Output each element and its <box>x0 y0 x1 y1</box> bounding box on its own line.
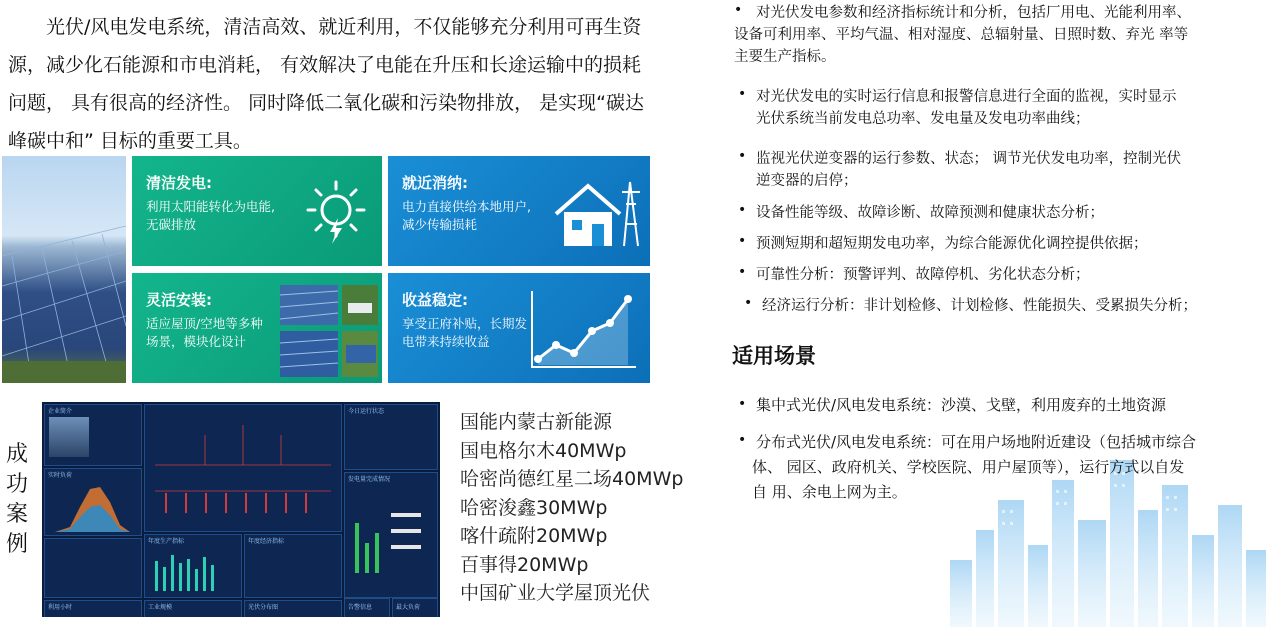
dash-panel-title: 最大负荷 <box>396 604 421 611</box>
dash-panel-title: 实时负荷 <box>48 472 73 479</box>
scenes-heading: 适用场景 <box>732 344 816 368</box>
dash-panel-title: 发电量完成情况 <box>348 476 391 483</box>
case-item: 国电格尔木40MWp <box>460 439 627 462</box>
house-tower-icon <box>548 174 648 254</box>
case-list <box>460 408 683 608</box>
tile-flexible-install <box>132 273 382 383</box>
bullet-icon: • <box>738 233 747 249</box>
case-item: 哈密浚鑫30MWp <box>460 496 608 519</box>
dash-thumb <box>49 417 89 457</box>
tile-desc <box>402 315 527 351</box>
tile-local-consumption <box>388 156 650 266</box>
case-item: 百事得20MWp <box>460 553 589 576</box>
dash-panel-diagram <box>144 404 342 532</box>
dash-panel-stats <box>44 538 142 598</box>
bullet-icon: • <box>738 148 747 164</box>
solar-farm-image <box>2 156 126 383</box>
function-item-7: 经济运行分析：非计划检修、计划检修、性能损失、受累损失分析； <box>762 298 1197 314</box>
scene-line: 自 用、余电上网为主。 <box>752 483 907 501</box>
function-item-5: 预测短期和超短期发电功率，为综合能源优化调控提供依据； <box>756 236 1148 252</box>
tile-desc-line: 利用太阳能转化为电能, <box>146 199 275 214</box>
dash-panel-title: 告警信息 <box>348 604 373 611</box>
function-item-6: 可靠性分析：预警评判、故障停机、劣化状态分析； <box>756 267 1090 283</box>
dash-gen-bars <box>345 483 437 593</box>
intro-paragraph: 光伏/风电发电系统，清洁高效、就近利用，不仅能够充分利用可再生资源，减少化石能源和市电消耗， 有效解决了电能在升压和长途运输中的损耗问题， 具有很高的经济性。 同时降低二氧化碳和污染物排放， 是实现“碳达峰碳中和” 目标的重要工具。 <box>8 16 644 152</box>
tile-desc <box>402 198 531 234</box>
dash-year-bars <box>145 541 241 597</box>
dash-panel-title: 利用小时 <box>48 604 73 611</box>
tile-desc-line: 电带来持续收益 <box>402 334 490 349</box>
dash-panel-realtime <box>44 468 142 536</box>
scene-line: 体、 园区、政府机关、学校医院、用户屋顶等），运行方式以自发 <box>752 458 1185 476</box>
solar-panels-graphic <box>2 156 126 383</box>
tile-title: 收益稳定: <box>402 291 468 309</box>
bullet-icon: • <box>734 2 743 18</box>
dash-panel-econ <box>244 534 342 598</box>
dash-panel-year <box>144 534 242 598</box>
tile-title: 灵活安装: <box>146 291 212 309</box>
bullet-icon: • <box>738 432 747 448</box>
tile-title: 清洁发电: <box>146 174 212 192</box>
case-item: 中国矿业大学屋顶光伏 <box>460 582 651 604</box>
dash-panel-title: 企业简介 <box>48 408 73 415</box>
trend-line-icon <box>528 287 640 371</box>
scene-line: 分布式光伏/风电发电系统：可在用户场地附近建设（包括城市综合 <box>756 433 1197 451</box>
bullet-icon: • <box>738 264 747 280</box>
bullet-icon: • <box>744 295 753 311</box>
tile-title: 就近消纳: <box>402 174 468 192</box>
tile-stable-income <box>388 273 650 383</box>
tile-desc-line: 场景，模块化设计 <box>146 334 247 349</box>
panels-photo-icon <box>280 285 378 377</box>
tile-desc-line: 无碳排放 <box>146 217 197 232</box>
function-line: 光伏系统当前发电总功率、发电量及发电功率曲线； <box>756 111 1090 127</box>
sun-bolt-icon <box>300 176 372 248</box>
tile-desc <box>146 198 275 234</box>
dash-panel-gen <box>344 472 438 598</box>
case-item: 喀什疏附20MWp <box>460 525 608 547</box>
dashboard-screenshot <box>42 402 440 617</box>
function-line: 监视光伏逆变器的运行参数、状态； 调节光伏发电功率，控制光伏 <box>756 151 1182 167</box>
dash-panel-title: 工业规模 <box>148 604 173 611</box>
function-item-1 <box>734 2 1191 68</box>
function-line: 逆变器的启停； <box>756 173 858 189</box>
tile-desc-line: 享受正府补贴，长期发 <box>402 316 528 331</box>
bullet-icon: • <box>738 396 747 412</box>
dash-panel-title: 年度经济指标 <box>248 538 285 545</box>
scene-item-2 <box>752 430 1196 505</box>
function-line: 对光伏发电的实时运行信息和报警信息进行全面的监视，实时显示 <box>756 89 1177 105</box>
dash-panel-alarm <box>344 598 390 617</box>
bullet-icon: • <box>738 86 747 102</box>
tile-desc-line: 电力直接供给本地用户, <box>402 199 531 214</box>
tile-desc-line: 适应屋顶/空地等多种 <box>146 316 263 331</box>
case-item: 哈密尚德红星二场40MWp <box>460 468 684 490</box>
dash-panel-title: 光伏分布图 <box>248 604 279 611</box>
dash-panel-pv <box>244 600 342 617</box>
dash-panel-title: 年度生产指标 <box>148 538 185 545</box>
function-item-4: 设备性能等级、故障诊断、故障预测和健康状态分析； <box>756 205 1104 221</box>
case-item: 国能内蒙古新能源 <box>460 411 613 433</box>
dash-panel-hours <box>44 600 142 617</box>
function-line: 设备可利用率、平均气温、相对湿度、总辐射量、日照时数、弃光 率等 <box>734 27 1189 43</box>
tile-desc-line: 减少传输损耗 <box>402 217 478 232</box>
scene-item-1: 集中式光伏/风电发电系统：沙漠、戈壁，利用废弃的土地资源 <box>756 396 1167 414</box>
dash-panel-plan <box>144 600 242 617</box>
dash-realtime-chart <box>45 477 141 537</box>
dash-panel-title: 今日运行状态 <box>348 408 385 415</box>
dash-single-line-diagram <box>145 405 341 531</box>
tile-desc <box>146 315 263 351</box>
dash-panel-today <box>344 404 438 470</box>
bullet-icon: • <box>738 202 747 218</box>
dash-panel-max <box>392 598 438 617</box>
dash-panel-company <box>44 404 142 466</box>
success-cases-label: 成功案例 <box>6 442 29 557</box>
tile-clean-power <box>132 156 382 266</box>
function-item-3 <box>756 148 1181 192</box>
function-line: 对光伏发电参数和经济指标统计和分析，包括厂用电、光能利用率、 <box>756 5 1191 21</box>
function-item-2 <box>756 86 1177 130</box>
function-line: 主要生产指标。 <box>734 49 836 65</box>
